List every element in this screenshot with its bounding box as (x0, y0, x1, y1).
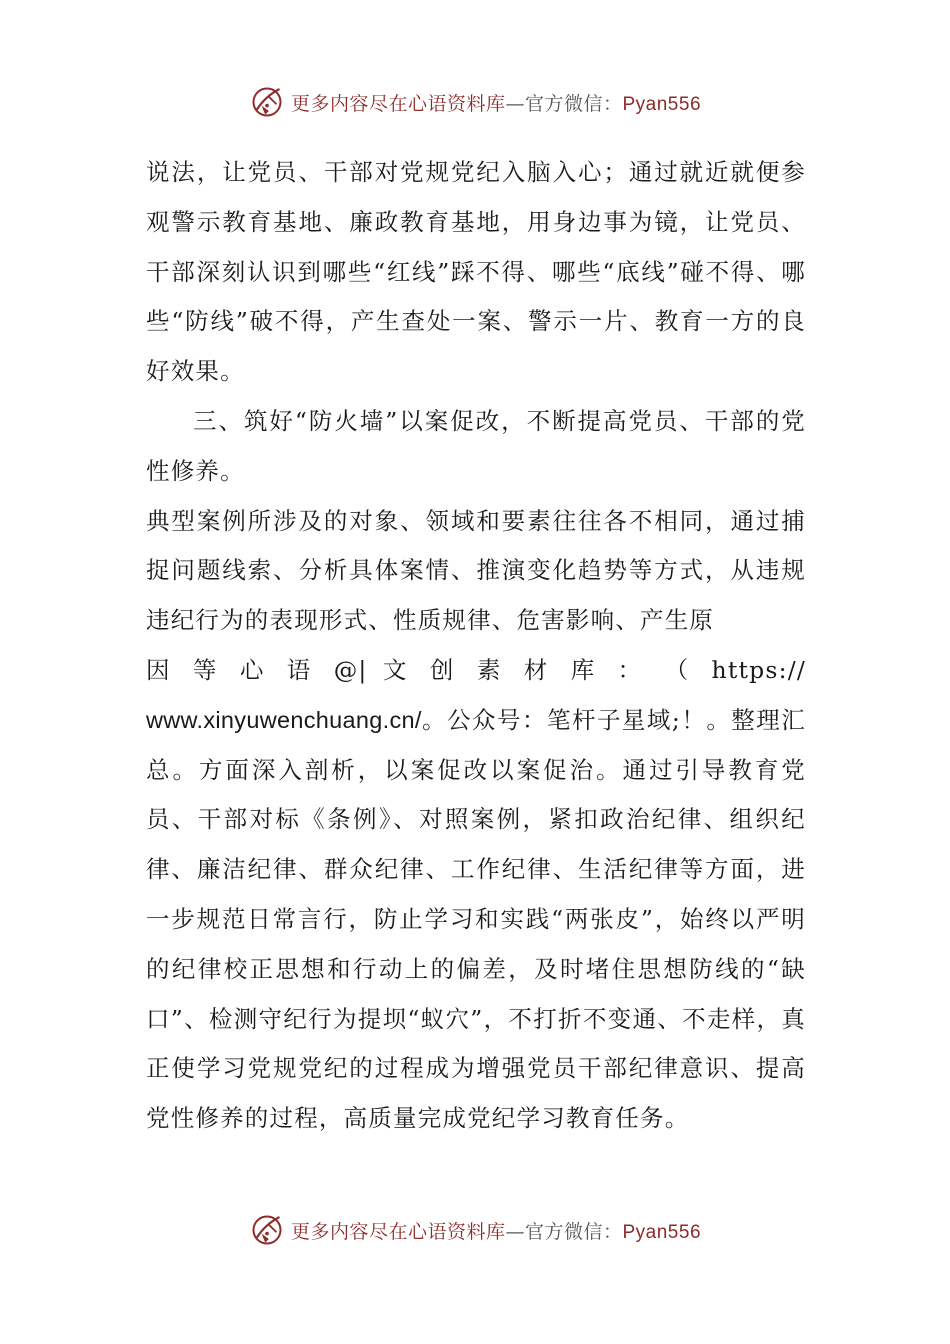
footer-banner-text (291, 1217, 701, 1244)
paragraph-3-continued (146, 696, 806, 1144)
header-banner-text (291, 89, 701, 116)
header-official-label: 官方微信： (524, 92, 623, 115)
source-line-text: 因 等 心 语 @| 文 创 素 材 库 ： （ https:// (146, 655, 806, 684)
document-body (146, 148, 806, 1144)
footer-official-label: 官方微信： (524, 1220, 623, 1243)
footer-banner (0, 1208, 950, 1252)
section-heading-3: 三、筑好“防火墙”以案促改，不断提高党员、干部的党性修养。 (146, 406, 806, 485)
footer-wechat-id: Pyan556 (622, 1221, 702, 1243)
header-brand-text: 更多内容尽在心语资料库 (290, 92, 506, 115)
source-url-link[interactable]: www.xinyuwenchuang.cn/ (146, 706, 422, 733)
pen-nib-logo-icon (249, 1212, 285, 1248)
paragraph-3-part-a: 典型案例所涉及的对象、领域和要素往往各不相同，通过捕捉问题线索、分析具体案情、推演变化趋势等方式，从违规违纪行为的表现形式、性质规律、危害影响、产生原 (146, 506, 806, 635)
paragraph-1: 说法，让党员、干部对党规党纪入脑入心；通过就近就便参观警示教育基地、廉政教育基地，用身边事为镜，让党员、干部深刻认识到哪些“红线”踩不得、哪些“底线”碰不得、哪些“防线”破不得，产生查处一案、警示一片、教育一方的良好效果。 (146, 158, 806, 386)
header-wechat-id: Pyan556 (622, 93, 702, 115)
header-dash: — (505, 92, 525, 115)
paragraph-3 (146, 497, 806, 646)
paragraph-3-part-b: 。公众号：笔杆子星域;！。整理汇总。方面深入剖析，以案促改以案促治。通过引导教育党员、干部对标《条例》、对照案例，紧扣政治纪律、组织纪律、廉洁纪律、群众纪律、工作纪律、生活纪律等方面，进一步规范日常言行，防止学习和实践“两张皮”，始终以严明的纪律校正思想和行动上的偏差，及时堵住思想防线的“缺口”、检测守纪行为提坝“蚁穴”，不打折不变通、不走样，真正使学习党规党纪的过程成为增强党员干部纪律意识、提高党性修养的过程，高质量完成党纪学习教育任务。 (146, 705, 806, 1133)
pen-nib-logo-icon (249, 84, 285, 120)
footer-dash: — (505, 1220, 525, 1243)
header-banner (0, 80, 950, 124)
footer-banner-inner (249, 1212, 701, 1248)
header-banner-inner (249, 84, 701, 120)
footer-brand-text: 更多内容尽在心语资料库 (290, 1220, 506, 1243)
paragraph-3-source-line (146, 646, 806, 696)
